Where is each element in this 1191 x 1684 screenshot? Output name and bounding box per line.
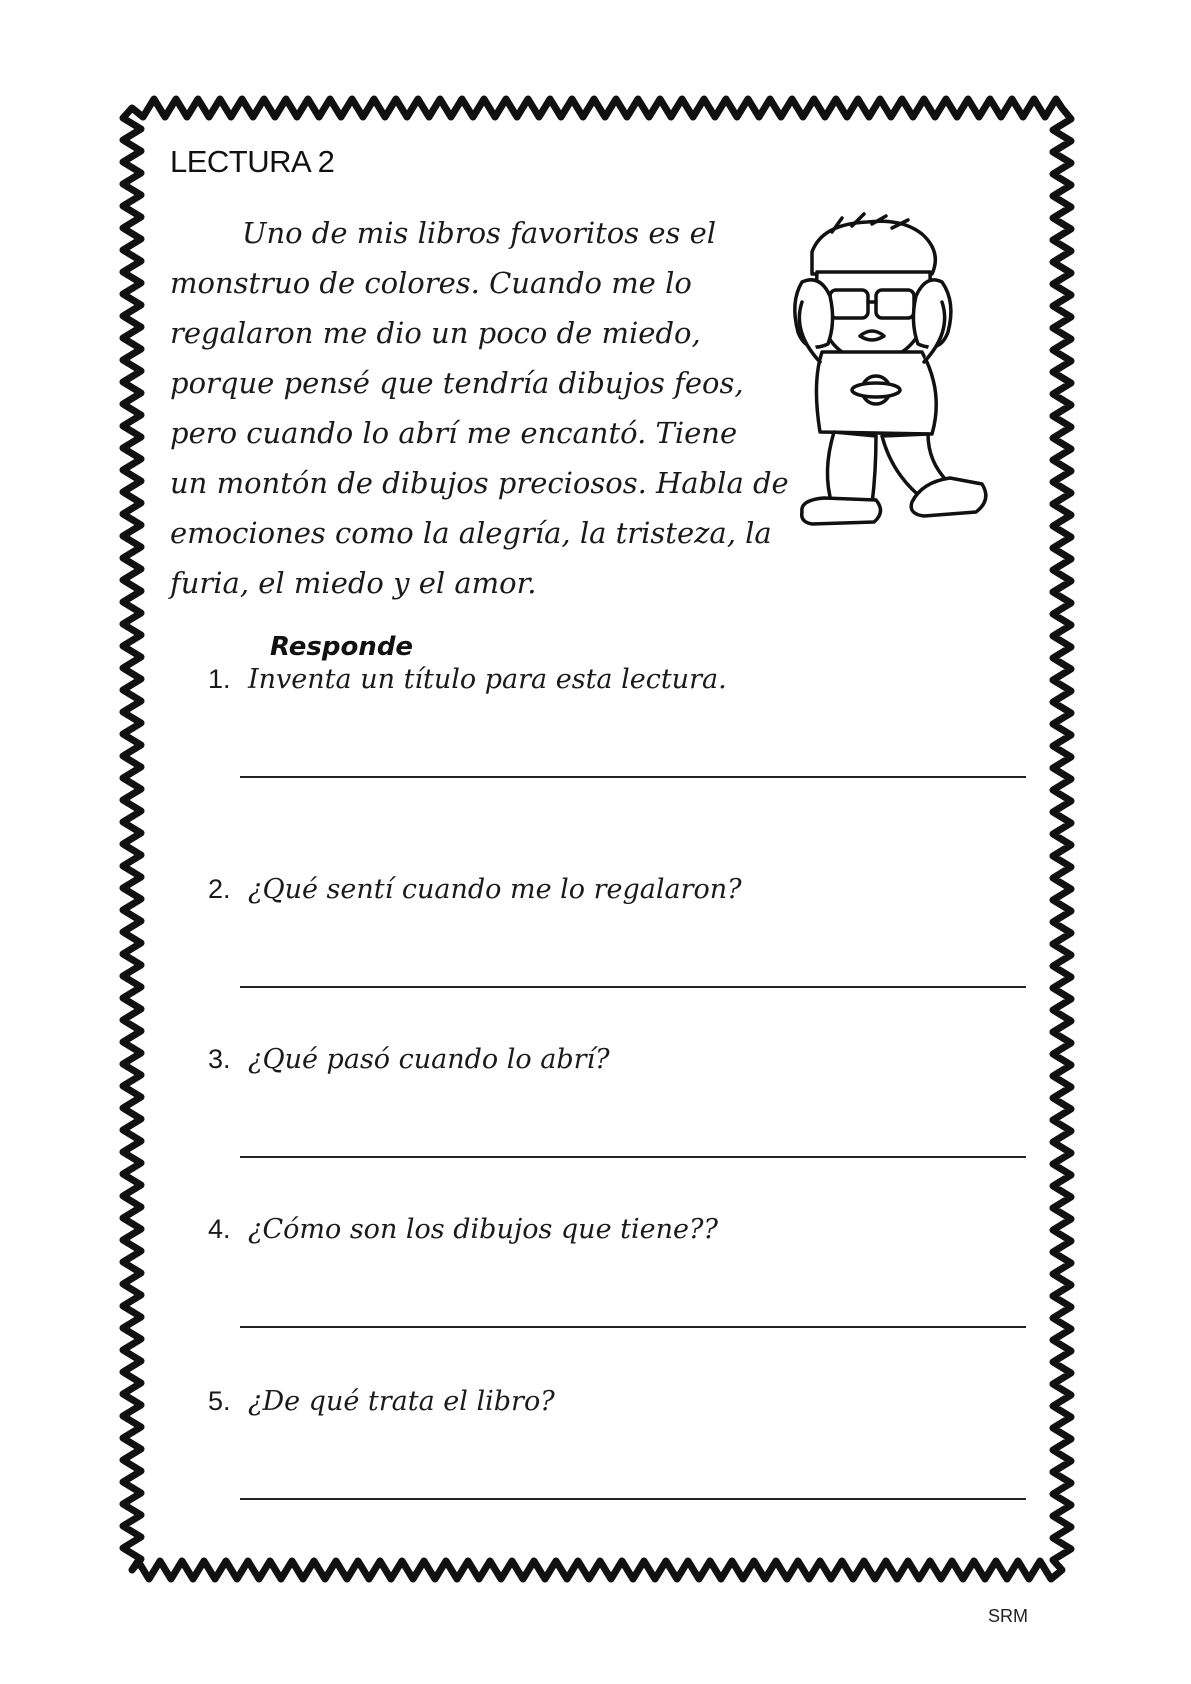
question-text: ¿Qué pasó cuando lo abrí?	[248, 1044, 610, 1075]
question-text: ¿Qué sentí cuando me lo regalaron?	[248, 874, 742, 905]
question-text: ¿Cómo son los dibujos que tiene??	[248, 1214, 718, 1245]
story-line: un montón de dibujos preciosos. Habla de	[170, 466, 789, 500]
story-line: porque pensé que tendría dibujos feos,	[170, 366, 744, 400]
question-4	[208, 1214, 718, 1245]
story-line: pero cuando lo abrí me encantó. Tiene	[170, 416, 738, 450]
story-line: Uno de mis libros favoritos es el	[242, 216, 717, 250]
reading-title: LECTURA 2	[170, 144, 335, 179]
question-1	[208, 664, 727, 695]
question-2	[208, 874, 742, 905]
answer-line-4[interactable]	[240, 1326, 1026, 1328]
section-heading: Responde	[270, 632, 414, 662]
question-5	[208, 1386, 555, 1417]
story-line: emociones como la alegría, la tristeza, la	[170, 516, 772, 550]
answer-line-5[interactable]	[240, 1498, 1026, 1500]
question-text: Inventa un título para esta lectura.	[248, 664, 727, 695]
scared-child-illustration	[772, 212, 1012, 552]
answer-line-3[interactable]	[240, 1156, 1026, 1158]
question-text: ¿De qué trata el libro?	[248, 1386, 555, 1417]
story-line: regalaron me dio un poco de miedo,	[170, 316, 701, 350]
story-text	[170, 208, 789, 608]
answer-line-1[interactable]	[240, 776, 1026, 778]
question-3	[208, 1044, 610, 1075]
story-line: furia, el miedo y el amor.	[170, 566, 537, 600]
question-number: 5.	[208, 1386, 231, 1416]
question-number: 3.	[208, 1044, 231, 1074]
answer-line-2[interactable]	[240, 986, 1026, 988]
story-line: monstruo de colores. Cuando me lo	[170, 266, 692, 300]
question-number: 1.	[208, 664, 231, 694]
question-number: 2.	[208, 874, 231, 904]
question-number: 4.	[208, 1214, 231, 1244]
footer-initials: SRM	[988, 1606, 1028, 1626]
